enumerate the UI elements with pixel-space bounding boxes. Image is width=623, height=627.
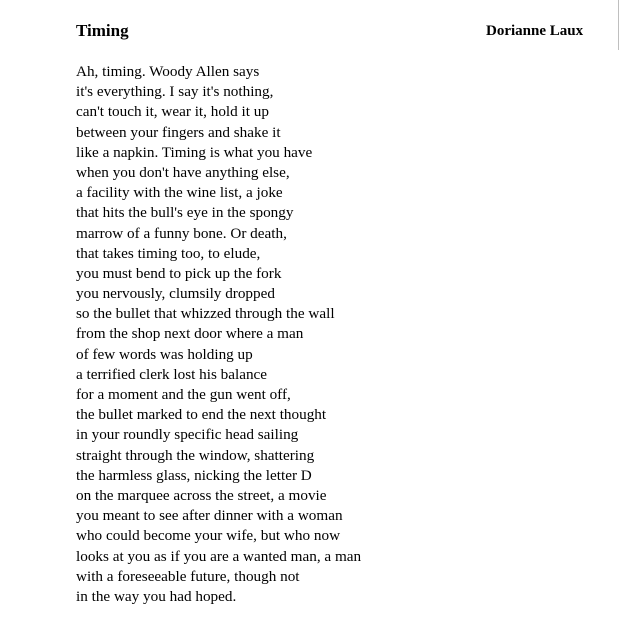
poem-line: from the shop next door where a man (76, 325, 304, 343)
poem-line: who could become your wife, but who now (76, 527, 341, 545)
poem-line: a facility with the wine list, a joke (76, 184, 283, 202)
poem-title: Timing (76, 21, 129, 40)
poem-line: you must bend to pick up the fork (76, 264, 282, 282)
poem-line: it's everything. I say it's nothing, (76, 83, 274, 101)
poem-line: that hits the bull's eye in the spongy (76, 204, 294, 222)
poem-author: Dorianne Laux (486, 23, 584, 39)
poem-line: in your roundly specific head sailing (76, 426, 299, 444)
poem-line: you nervously, clumsily dropped (76, 285, 275, 303)
poem-line: Ah, timing. Woody Allen says (76, 63, 260, 80)
page-edge-divider (618, 0, 619, 50)
poem-line: a terrified clerk lost his balance (76, 365, 268, 383)
poem-line: so the bullet that whizzed through the wall (76, 305, 335, 323)
poem-line: you meant to see after dinner with a woman (76, 507, 343, 525)
poem-line: for a moment and the gun went off, (76, 386, 291, 403)
poem-line: that takes timing too, to elude, (76, 244, 261, 262)
poem-line: marrow of a funny bone. Or death, (76, 224, 287, 242)
poem-line: between your fingers and shake it (76, 123, 281, 141)
poem-line: can't touch it, wear it, hold it up (76, 103, 269, 121)
poem-line: with a foreseeable future, though not (76, 567, 300, 585)
poem-line: in the way you had hoped. (76, 587, 237, 605)
poem-line: looks at you as if you are a wanted man, a man (76, 547, 362, 565)
poem-line: the harmless glass, nicking the letter D (76, 466, 312, 484)
poem-line: on the marquee across the street, a movie (76, 486, 327, 504)
poem-line: the bullet marked to end the next thought (76, 406, 327, 424)
poem-line: when you don't have anything else, (76, 163, 290, 181)
poem-body (76, 62, 361, 607)
poem-line: like a napkin. Timing is what you have (76, 143, 313, 161)
poem-line: of few words was holding up (76, 345, 253, 363)
poem-line: straight through the window, shattering (76, 446, 315, 464)
